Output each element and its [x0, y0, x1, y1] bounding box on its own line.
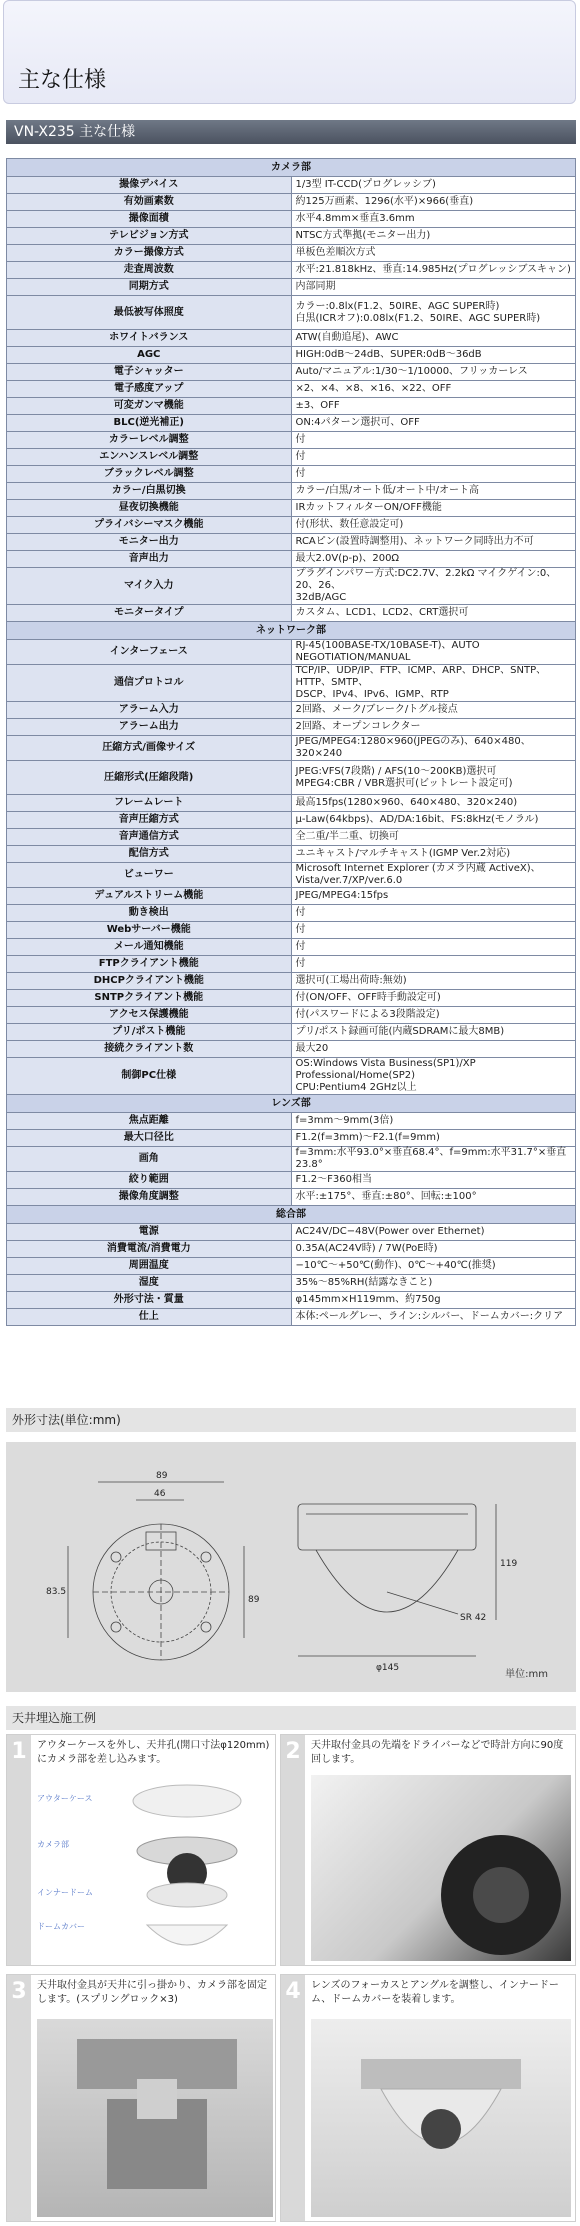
spec-value-line: 付(パスワードによる3段階設定) [295, 1009, 440, 1020]
dimension-heading: 外形寸法(単位:mm) [6, 1408, 576, 1432]
spec-row [7, 939, 576, 956]
spec-key: 通信プロトコル [7, 665, 292, 702]
spec-value-line: 付 [295, 941, 306, 952]
spec-value [291, 795, 576, 812]
spec-value-line: RCAピン(設置時調整用)、ネットワーク同時出力不可 [295, 536, 534, 547]
spec-value-line: ATW(自動追尾)、AWC [295, 332, 399, 343]
spec-category-label: ネットワーク部 [7, 622, 576, 640]
spec-row [7, 1130, 576, 1147]
spec-value [291, 432, 576, 449]
spec-key: 画角 [7, 1147, 292, 1172]
spec-value [291, 279, 576, 296]
spec-value [291, 1058, 576, 1095]
spec-row [7, 1041, 576, 1058]
spec-category-row [7, 159, 576, 177]
step-number: 2 [281, 1735, 305, 1965]
spec-value [291, 1275, 576, 1292]
spring-lock-photo [37, 2019, 273, 2217]
step-text: 天井取付金具の先端をドライバーなどで時計方向に90度回します。 [311, 1740, 564, 1765]
spec-value [291, 262, 576, 279]
unit-note: 単位:mm [505, 1669, 548, 1680]
spec-row [7, 347, 576, 364]
step-text: アウターケースを外し、天井孔(開口寸法φ120mm)にカメラ部を差し込みます。 [37, 1740, 270, 1765]
spec-key: アクセス保護機能 [7, 1007, 292, 1024]
spec-key: AGC [7, 347, 292, 364]
spec-row [7, 568, 576, 605]
spec-value [291, 347, 576, 364]
ceiling-bracket-photo [311, 1775, 571, 1961]
spec-section-bar: VN-X235 主な仕様 [6, 120, 576, 144]
spec-value [291, 761, 576, 795]
spec-value [291, 1172, 576, 1189]
dim-89-label: 89 [156, 1471, 168, 1481]
spec-value [291, 888, 576, 905]
spec-key: 電子感度アップ [7, 381, 292, 398]
spec-value [291, 1189, 576, 1206]
spec-key: 外形寸法・質量 [7, 1292, 292, 1309]
spec-value [291, 922, 576, 939]
spec-key: 湿度 [7, 1275, 292, 1292]
spec-value-line: 付 [295, 924, 306, 935]
label-inner-dome: インナードーム [37, 1888, 93, 1897]
spec-category-row [7, 1095, 576, 1113]
install-heading: 天井埋込施工例 [6, 1706, 576, 1730]
spec-value-line: 水平:21.818kHz、垂直:14.985Hz(プログレッシブスキャン) [295, 264, 571, 275]
dimension-drawing-panel [6, 1442, 576, 1692]
spec-table [6, 158, 576, 1326]
spec-row [7, 846, 576, 863]
step-number: 1 [7, 1735, 31, 1965]
spec-row [7, 245, 576, 262]
spec-value [291, 905, 576, 922]
spec-row [7, 211, 576, 228]
spec-key: 接続クライアント数 [7, 1041, 292, 1058]
spec-value-line: OS:Windows Vista Business(SP1)/XP Professional/Home(SP2) [295, 1058, 476, 1081]
spec-row [7, 1189, 576, 1206]
step-number: 3 [7, 1975, 31, 2221]
spec-row [7, 1241, 576, 1258]
install-step-1 [6, 1734, 276, 1966]
spec-key: 圧縮方式/画像サイズ [7, 736, 292, 761]
spec-value-line: μ-Law(64kbps)、AD/DA:16bit、FS:8kHz(モノラル) [295, 814, 539, 825]
spec-row [7, 1309, 576, 1326]
spec-value-line: 付(ON/OFF、OFF時手動設定可) [295, 992, 441, 1003]
spec-category-row [7, 1206, 576, 1224]
spec-value-line: 付 [295, 451, 306, 462]
spec-value [291, 1130, 576, 1147]
spec-row [7, 736, 576, 761]
spec-key: 音声通信方式 [7, 829, 292, 846]
spec-value-line: AC24V/DC−48V(Power over Ethernet) [295, 1226, 485, 1237]
dim-46-label: 46 [154, 1489, 166, 1499]
dim-phi145-label: φ145 [376, 1663, 400, 1673]
spec-value-line: CPU:Pentium4 2GHz以上 [295, 1082, 417, 1093]
spec-row [7, 812, 576, 829]
spec-category-label: 総合部 [7, 1206, 576, 1224]
spec-value [291, 1041, 576, 1058]
spec-row [7, 296, 576, 330]
spec-key: FTPクライアント機能 [7, 956, 292, 973]
spec-key: Webサーバー機能 [7, 922, 292, 939]
spec-key: 圧縮形式(圧縮段階) [7, 761, 292, 795]
spec-row [7, 1275, 576, 1292]
spec-row [7, 1024, 576, 1041]
step-text: 天井取付金具が天井に引っ掛かり、カメラ部を固定します。(スプリングロック×3) [37, 1980, 267, 2005]
spec-value [291, 605, 576, 622]
spec-key: DHCPクライアント機能 [7, 973, 292, 990]
spec-value [291, 483, 576, 500]
spec-key: 音声出力 [7, 551, 292, 568]
spec-value-line: 最大20 [295, 1043, 329, 1054]
spec-key: 有効画素数 [7, 194, 292, 211]
spec-key: 動き検出 [7, 905, 292, 922]
spec-value-line: 2回路、メーク/ブレーク/トグル接点 [295, 704, 458, 715]
spec-key: カラー撮像方式 [7, 245, 292, 262]
spec-value [291, 640, 576, 665]
spec-value [291, 194, 576, 211]
spec-value [291, 1147, 576, 1172]
spec-row [7, 1147, 576, 1172]
spec-key: 同期方式 [7, 279, 292, 296]
spec-value [291, 863, 576, 888]
spec-value [291, 665, 576, 702]
label-camera: カメラ部 [37, 1840, 69, 1849]
install-step-2 [280, 1734, 576, 1966]
spec-value-line: 0.35A(AC24V時) / 7W(PoE時) [295, 1243, 438, 1254]
spec-value-line: ON:4パターン選択可、OFF [295, 417, 420, 428]
spec-value-line: 最高15fps(1280×960、640×480、320×240) [295, 797, 518, 808]
spec-key: 電子シャッター [7, 364, 292, 381]
spec-value-line: IRカットフィルターON/OFF機能 [295, 502, 442, 513]
spec-row [7, 330, 576, 347]
spec-row [7, 551, 576, 568]
spec-value [291, 415, 576, 432]
spec-row [7, 466, 576, 483]
spec-value [291, 228, 576, 245]
installed-dome-photo [311, 2019, 571, 2217]
spec-key: 制御PC仕様 [7, 1058, 292, 1095]
spec-value-line: Auto/マニュアル:1/30〜1/10000、フリッカーレス [295, 366, 528, 377]
spec-value [291, 449, 576, 466]
spec-value [291, 245, 576, 262]
spec-value [291, 500, 576, 517]
spec-value-line: 付 [295, 468, 306, 479]
spec-row [7, 719, 576, 736]
spec-key: エンハンスレベル調整 [7, 449, 292, 466]
spec-row [7, 1007, 576, 1024]
spec-key: モニター出力 [7, 534, 292, 551]
spec-value [291, 956, 576, 973]
spec-value [291, 1224, 576, 1241]
spec-value [291, 846, 576, 863]
spec-value-line: RJ-45(100BASE-TX/10BASE-T)、AUTO NEGOTIATION/MANUAL [295, 640, 480, 663]
page-header [3, 0, 576, 104]
spec-value-line: 水平:±175°、垂直:±80°、回転:±100° [295, 1191, 477, 1202]
page-title: 主な仕様 [18, 68, 107, 93]
spec-row [7, 888, 576, 905]
spec-key: 周囲温度 [7, 1258, 292, 1275]
dimension-drawing [6, 1442, 576, 1692]
spec-row [7, 905, 576, 922]
spec-value-line: 2回路、オープンコレクター [295, 721, 421, 732]
spec-key: カラー/白黒切換 [7, 483, 292, 500]
spec-row [7, 517, 576, 534]
spec-key: 撮像デバイス [7, 177, 292, 194]
spec-value-line: MPEG4:CBR / VBR選択可(ビットレート設定可) [295, 777, 513, 789]
install-photo-3 [37, 2019, 273, 2217]
spec-value [291, 330, 576, 347]
spec-row [7, 1224, 576, 1241]
spec-value-line: JPEG/MPEG4:15fps [295, 890, 389, 901]
spec-value-line: F1.2〜F360相当 [295, 1174, 372, 1185]
spec-value [291, 736, 576, 761]
spec-value-line: 最大2.0V(p-p)、200Ω [295, 553, 400, 564]
spec-row [7, 956, 576, 973]
spec-row [7, 922, 576, 939]
spec-key: 音声圧縮方式 [7, 812, 292, 829]
spec-key: プリ/ポスト機能 [7, 1024, 292, 1041]
spec-row [7, 829, 576, 846]
spec-category-row [7, 622, 576, 640]
spec-key: 最低被写体照度 [7, 296, 292, 330]
spec-value [291, 1007, 576, 1024]
spec-key: SNTPクライアント機能 [7, 990, 292, 1007]
top-view-drawing [68, 1482, 244, 1660]
spec-key: モニタータイプ [7, 605, 292, 622]
spec-key: 配信方式 [7, 846, 292, 863]
spec-row [7, 702, 576, 719]
spec-key: 撮像角度調整 [7, 1189, 292, 1206]
spec-value-line: カラー:0.8lx(F1.2、50IRE、AGC SUPER時) [295, 300, 500, 312]
spec-value [291, 812, 576, 829]
spec-value [291, 398, 576, 415]
install-step-3 [6, 1974, 276, 2222]
spec-value [291, 381, 576, 398]
spec-row [7, 449, 576, 466]
label-dome-cover: ドームカバー [37, 1922, 85, 1931]
spec-row [7, 863, 576, 888]
spec-category-label: レンズ部 [7, 1095, 576, 1113]
spec-value-line: JPEG/MPEG4:1280×960(JPEGのみ)、640×480、320×240 [295, 736, 531, 759]
spec-value [291, 719, 576, 736]
spec-value-line: ±3、OFF [295, 400, 340, 411]
spec-key: 消費電流/消費電力 [7, 1241, 292, 1258]
dim-83-5-label: 83.5 [46, 1587, 67, 1597]
spec-key: インターフェース [7, 640, 292, 665]
spec-row [7, 795, 576, 812]
spec-row [7, 262, 576, 279]
spec-value-line: 付 [295, 958, 306, 969]
spec-value-line: 付 [295, 434, 306, 445]
spec-row [7, 1292, 576, 1309]
spec-value [291, 829, 576, 846]
spec-value-line: ×2、×4、×8、×16、×22、OFF [295, 383, 452, 394]
side-view-drawing [298, 1504, 496, 1656]
spec-value-line: カスタム、LCD1、LCD2、CRT選択可 [295, 607, 469, 618]
spec-row [7, 605, 576, 622]
spec-row [7, 1113, 576, 1130]
spec-value-line: TCP/IP、UDP/IP、FTP、ICMP、ARP、DHCP、SNTP、HTTP、SMTP、 [295, 665, 547, 688]
spec-value-line: φ145mm×H119mm、約750g [295, 1294, 441, 1305]
step-number: 4 [281, 1975, 305, 2221]
spec-value-line: HIGH:0dB〜24dB、SUPER:0dB〜36dB [295, 349, 482, 360]
spec-row [7, 398, 576, 415]
spec-value [291, 1024, 576, 1041]
spec-value [291, 211, 576, 228]
spec-value-line: 全二重/半二重、切換可 [295, 831, 399, 842]
install-photo-1 [37, 1775, 273, 1961]
spec-value [291, 177, 576, 194]
spec-key: 絞り範囲 [7, 1172, 292, 1189]
spec-value-line: NTSC方式準拠(モニター出力) [295, 230, 431, 241]
spec-row [7, 177, 576, 194]
spec-row [7, 500, 576, 517]
spec-value [291, 466, 576, 483]
spec-key: フレームレート [7, 795, 292, 812]
spec-value-line: カラー/白黒/オート低/オート中/オート高 [295, 485, 479, 496]
spec-row [7, 1058, 576, 1095]
spec-value-line: 本体:ペールグレー、ライン:シルバー、ドームカバー:クリア [295, 1311, 564, 1322]
dim-89v-label: 89 [248, 1595, 260, 1605]
spec-key: マイク入力 [7, 568, 292, 605]
spec-value-line: −10℃〜+50℃(動作)、0℃〜+40℃(推奨) [295, 1260, 496, 1271]
spec-value-line: 35%〜85%RH(結露なきこと) [295, 1277, 433, 1288]
spec-value-line: ユニキャスト/マルチキャスト(IGMP Ver.2対応) [295, 848, 511, 859]
spec-key: ホワイトバランス [7, 330, 292, 347]
spec-key: アラーム入力 [7, 702, 292, 719]
spec-value [291, 517, 576, 534]
spec-value [291, 551, 576, 568]
spec-key: 最大口径比 [7, 1130, 292, 1147]
spec-key: ビューワー [7, 863, 292, 888]
spec-value-line: 単板色差順次方式 [295, 247, 376, 258]
spec-value-line: 内部同期 [295, 281, 336, 292]
spec-key: 走査周波数 [7, 262, 292, 279]
spec-value [291, 1292, 576, 1309]
spec-row [7, 194, 576, 211]
spec-value-line: 水平4.8mm×垂直3.6mm [295, 213, 415, 224]
install-photo-4 [311, 2019, 571, 2217]
spec-row [7, 483, 576, 500]
label-outer-case: アウターケース [37, 1794, 93, 1803]
spec-value [291, 1241, 576, 1258]
spec-row [7, 228, 576, 245]
spec-row [7, 1172, 576, 1189]
spec-key: メール通知機能 [7, 939, 292, 956]
spec-key: 焦点距離 [7, 1113, 292, 1130]
spec-key: 仕上 [7, 1309, 292, 1326]
spec-row [7, 973, 576, 990]
spec-row [7, 364, 576, 381]
spec-value [291, 568, 576, 605]
spec-key: 可変ガンマ機能 [7, 398, 292, 415]
spec-key: カラーレベル調整 [7, 432, 292, 449]
spec-value-line: 約125万画素、1296(水平)×966(垂直) [295, 196, 474, 207]
spec-value-line: f=3mm:水平93.0°×垂直68.4°、f=9mm:水平31.7°×垂直23.8° [295, 1147, 567, 1170]
spec-row [7, 761, 576, 795]
spec-category-label: カメラ部 [7, 159, 576, 177]
spec-value-line: 選択可(工場出荷時:無効) [295, 975, 407, 986]
spec-value-line: 1/3型 IT-CCD(プログレッシブ) [295, 179, 436, 190]
spec-row [7, 534, 576, 551]
install-step-4 [280, 1974, 576, 2222]
spec-key: アラーム出力 [7, 719, 292, 736]
spec-key: テレビジョン方式 [7, 228, 292, 245]
dim-sr42-label: SR 42 [460, 1613, 487, 1623]
spec-value [291, 364, 576, 381]
spec-value-line: JPEG:VFS(7段階) / AFS(10〜200KB)選択可 [295, 765, 497, 777]
spec-value [291, 1113, 576, 1130]
spec-value-line: f=3mm〜9mm(3倍) [295, 1115, 394, 1126]
spec-row [7, 415, 576, 432]
spec-value-line: 付(形状、数任意設定可) [295, 519, 404, 530]
spec-value [291, 973, 576, 990]
spec-value-line: F1.2(f=3mm)〜F2.1(f=9mm) [295, 1132, 440, 1143]
spec-row [7, 1258, 576, 1275]
spec-key: デュアルストリーム機能 [7, 888, 292, 905]
spec-key: 撮像面積 [7, 211, 292, 228]
spec-row [7, 665, 576, 702]
spec-value [291, 534, 576, 551]
spec-value [291, 1258, 576, 1275]
spec-row [7, 640, 576, 665]
spec-value-line: プリ/ポスト録画可能(内蔵SDRAMに最大8MB) [295, 1026, 505, 1037]
spec-row [7, 990, 576, 1007]
spec-value [291, 702, 576, 719]
spec-key: 昼夜切換機能 [7, 500, 292, 517]
spec-key: 電源 [7, 1224, 292, 1241]
install-photo-2 [311, 1775, 571, 1961]
spec-row [7, 279, 576, 296]
spec-value-line: プラグインパワー方式:DC2.7V、2.2kΩ マイクゲイン:0、20、26、 [295, 568, 557, 591]
dim-119-label: 119 [500, 1559, 518, 1569]
spec-row [7, 381, 576, 398]
spec-value-line: DSCP、IPv4、IPv6、IGMP、RTP [295, 689, 449, 700]
spec-key: ブラックレベル調整 [7, 466, 292, 483]
spec-row [7, 432, 576, 449]
spec-value [291, 296, 576, 330]
spec-value [291, 990, 576, 1007]
spec-value-line: 付 [295, 907, 306, 918]
spec-value-line: Microsoft Internet Explorer (カメラ内蔵 ActiveX)、Vista/ver.7/XP/ver.6.0 [295, 863, 541, 886]
step-text: レンズのフォーカスとアングルを調整し、インナードーム、ドームカバーを装着します。 [311, 1980, 559, 2005]
spec-value [291, 939, 576, 956]
spec-value [291, 1309, 576, 1326]
spec-key: プライバシーマスク機能 [7, 517, 292, 534]
spec-value-line: 32dB/AGC [295, 592, 347, 603]
spec-value-line: 白黒(ICRオフ):0.08lx(F1.2、50IRE、AGC SUPER時) [295, 312, 541, 324]
spec-key: BLC(逆光補正) [7, 415, 292, 432]
